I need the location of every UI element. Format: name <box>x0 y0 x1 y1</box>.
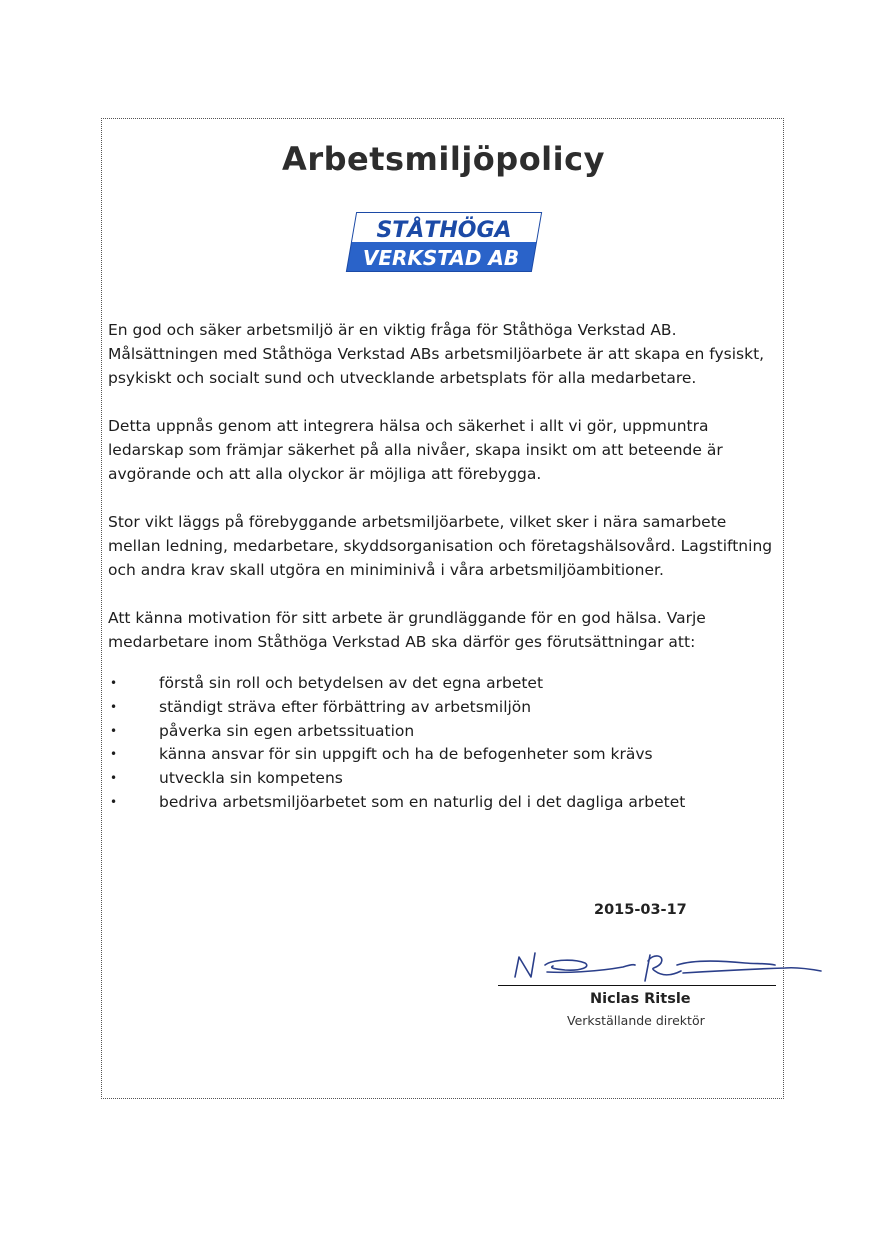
list-item <box>0 719 887 743</box>
list-item <box>0 742 887 766</box>
logo-line-1: STÅTHÖGA <box>376 218 512 243</box>
bullet-icon: • <box>110 723 118 738</box>
list-item-text: utveckla sin kompetens <box>159 769 343 788</box>
list-item-text: ständigt sträva efter förbättring av arbetsmiljön <box>159 697 532 716</box>
paragraph-intro: En god och säker arbetsmiljö är en viktig fråga för Ståthöga Verkstad AB. Målsättningen med Ståthöga Verkstad ABs arbetsmiljöarbete är att skapa en fysiskt, psykiskt och socialt sund och utvecklande arbetsplats för alla medarbetare. <box>108 321 765 387</box>
page-title: Arbetsmiljöpolicy <box>282 140 605 178</box>
list-item-text: påverka sin egen arbetssituation <box>159 721 415 740</box>
bullet-icon: • <box>110 747 118 762</box>
bullet-icon: • <box>110 699 118 714</box>
signature-line <box>498 985 776 986</box>
paragraph-integration: Detta uppnås genom att integrera hälsa och säkerhet i allt vi gör, uppmuntra ledarskap som främjar säkerhet på alla nivåer, skapa insikt om att beteende är avgörande och att alla olyckor är möjliga att förebygga. <box>108 417 723 483</box>
bullet-icon: • <box>110 794 118 809</box>
list-item <box>0 790 887 814</box>
signer-role: Verkställande direktör <box>567 1013 705 1028</box>
list-item <box>0 695 887 719</box>
company-logo <box>345 212 543 272</box>
list-item-text: förstå sin roll och betydelsen av det egna arbetet <box>159 674 544 692</box>
logo-line-2: VERKSTAD AB <box>362 246 520 270</box>
list-item-text: bedriva arbetsmiljöarbetet som en naturlig del i det dagliga arbetet <box>159 792 686 811</box>
bullet-icon: • <box>110 676 118 690</box>
list-item <box>0 671 887 695</box>
bullet-list <box>0 671 887 814</box>
paragraph-motivation: Att känna motivation för sitt arbete är grundläggande för en god hälsa. Varje medarbetare inom Ståthöga Verkstad AB ska därför ges förutsättningar att: <box>108 609 706 651</box>
document-date: 2015-03-17 <box>594 902 687 918</box>
list-item <box>0 766 887 790</box>
list-item-text: känna ansvar för sin uppgift och ha de befogenheter som krävs <box>159 745 653 764</box>
signer-name: Niclas Ritsle <box>590 991 691 1007</box>
paragraph-prevention: Stor vikt läggs på förebyggande arbetsmiljöarbete, vilket sker i nära samarbete mellan ledning, medarbetare, skyddsorganisation och företagshälsovård. Lagstiftning och andra krav skall utgöra en miniminivå i våra arbetsmiljöambitioner. <box>108 513 773 579</box>
bullet-icon: • <box>110 771 118 786</box>
